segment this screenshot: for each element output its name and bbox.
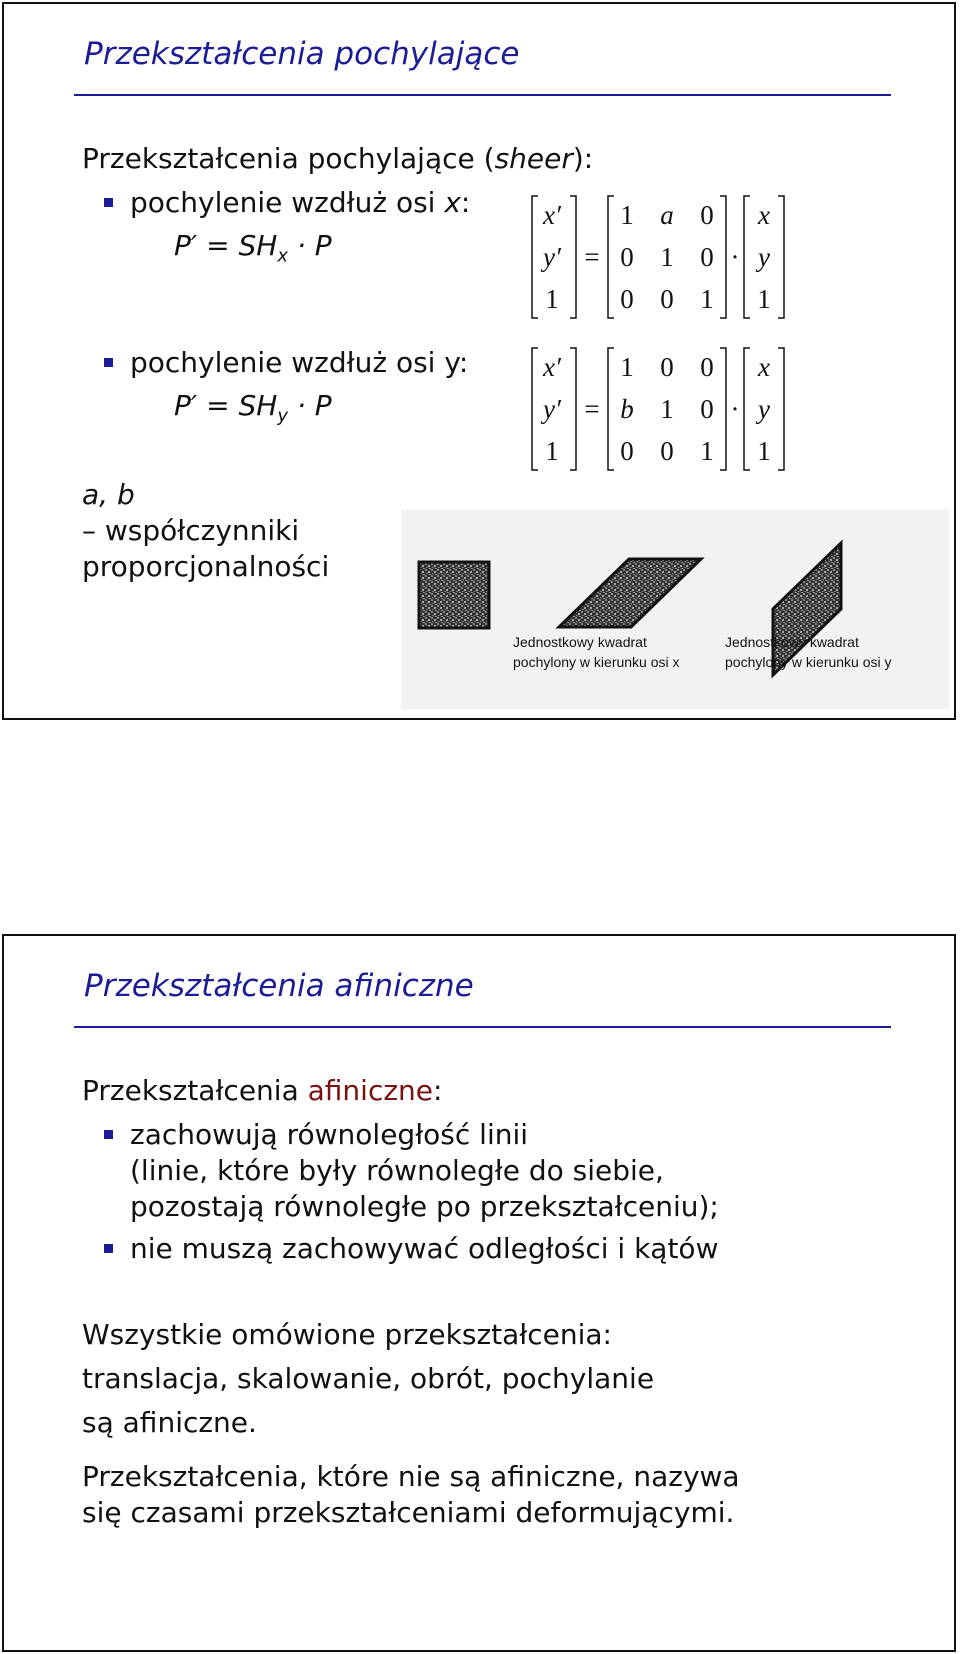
bullet-shear-x-label [130, 186, 470, 220]
dot-operator: · [730, 394, 740, 424]
m12: 0 [700, 394, 714, 424]
slide-shear [2, 2, 956, 720]
bullet-marker [104, 198, 113, 207]
equals-sign: = [584, 242, 600, 272]
formula-rhs: · P [288, 389, 332, 422]
bullet-shear-y-label: pochylenie wzdłuż osi y: [130, 346, 469, 379]
label-suffix: : [460, 186, 471, 219]
intro-prefix: Przekształcenia pochylające ( [82, 142, 495, 175]
m00: 1 [620, 352, 634, 382]
formula-sub: y [277, 405, 288, 427]
intro-suffix: : [433, 1074, 443, 1107]
caption-y-line2: pochylony w kierunku osi y [725, 654, 892, 670]
coeff-line1: – współczynniki [82, 514, 300, 547]
title-rule [74, 1026, 891, 1028]
formula-sub: x [277, 245, 288, 267]
intro-term: afiniczne [307, 1074, 434, 1107]
m00: 1 [620, 200, 634, 230]
vec-1: 1 [757, 436, 771, 466]
bullet-marker [104, 358, 113, 367]
slide-affine [2, 934, 956, 1652]
caption-x-line2: pochylony w kierunku osi x [513, 654, 680, 670]
vec-1: 1 [757, 284, 771, 314]
formula-lhs: P′ = SH [174, 229, 278, 262]
para1-line2: translacja, skalowanie, obrót, pochylanie [82, 1362, 655, 1395]
m11: 1 [660, 394, 674, 424]
para1-line3: są afiniczne. [82, 1406, 257, 1439]
result-1: 1 [545, 284, 559, 314]
bullet-marker [104, 1130, 113, 1139]
bullet1-line2: (linie, które były równoległe do siebie, [130, 1154, 664, 1187]
intro-term: sheer [494, 142, 573, 175]
formula-shear-x [174, 229, 332, 267]
m02: 0 [700, 352, 714, 382]
m20: 0 [620, 436, 634, 466]
result-y: y′ [543, 242, 561, 272]
label-var: x [444, 186, 461, 219]
bullet1-line3: pozostają równoległe po przekształceniu); [130, 1190, 719, 1223]
intro-suffix: ): [572, 142, 594, 175]
result-y: y′ [543, 394, 561, 424]
m01: a [660, 200, 674, 230]
formula-shear-y [174, 389, 332, 427]
m12: 0 [700, 242, 714, 272]
formula-rhs: · P [288, 229, 332, 262]
slide-title: Przekształcenia afiniczne [84, 968, 474, 1004]
slide-title: Przekształcenia pochylające [84, 36, 520, 72]
shear-figure [401, 509, 949, 709]
m11: 1 [660, 242, 674, 272]
m22: 1 [700, 284, 714, 314]
bullet2-text: nie muszą zachowywać odległości i kątów [130, 1232, 719, 1265]
m10: b [620, 394, 634, 424]
para1-line1: Wszystkie omówione przekształcenia: [82, 1318, 612, 1351]
label-prefix: pochylenie wzdłuż osi [130, 186, 445, 219]
caption-x-line1: Jednostkowy kwadrat [513, 634, 647, 650]
m21: 0 [660, 436, 674, 466]
matrix-equation-shear-x [524, 192, 794, 322]
unit-square-shape [419, 562, 489, 628]
vec-y: y [758, 394, 770, 424]
vec-y: y [758, 242, 770, 272]
m20: 0 [620, 284, 634, 314]
caption-y-line1: Jednostkowy kwadrat [725, 634, 859, 650]
intro-text [82, 142, 593, 176]
para2-line1: Przekształcenia, które nie są afiniczne, nazywa [82, 1460, 740, 1493]
formula-lhs: P′ = SH [174, 389, 278, 422]
vec-x: x [758, 200, 770, 230]
bullet-marker [104, 1244, 113, 1253]
shear-x-parallelogram [559, 559, 701, 627]
bullet1-line1: zachowują równoległość linii [130, 1118, 529, 1151]
matrix-equation-shear-y [524, 344, 794, 474]
equals-sign: = [584, 394, 600, 424]
title-rule [74, 94, 891, 96]
coeff-line2: proporcjonalności [82, 550, 330, 583]
dot-operator: · [730, 242, 740, 272]
result-x: x′ [543, 200, 561, 230]
m10: 0 [620, 242, 634, 272]
result-x: x′ [543, 352, 561, 382]
coeff-vars: a, b [82, 478, 135, 511]
vec-x: x [758, 352, 770, 382]
para2-line2: się czasami przekształceniami deformującymi. [82, 1496, 735, 1529]
result-1: 1 [545, 436, 559, 466]
intro-prefix: Przekształcenia [82, 1074, 308, 1107]
m21: 0 [660, 284, 674, 314]
m02: 0 [700, 200, 714, 230]
m22: 1 [700, 436, 714, 466]
intro-text [82, 1074, 442, 1108]
m01: 0 [660, 352, 674, 382]
